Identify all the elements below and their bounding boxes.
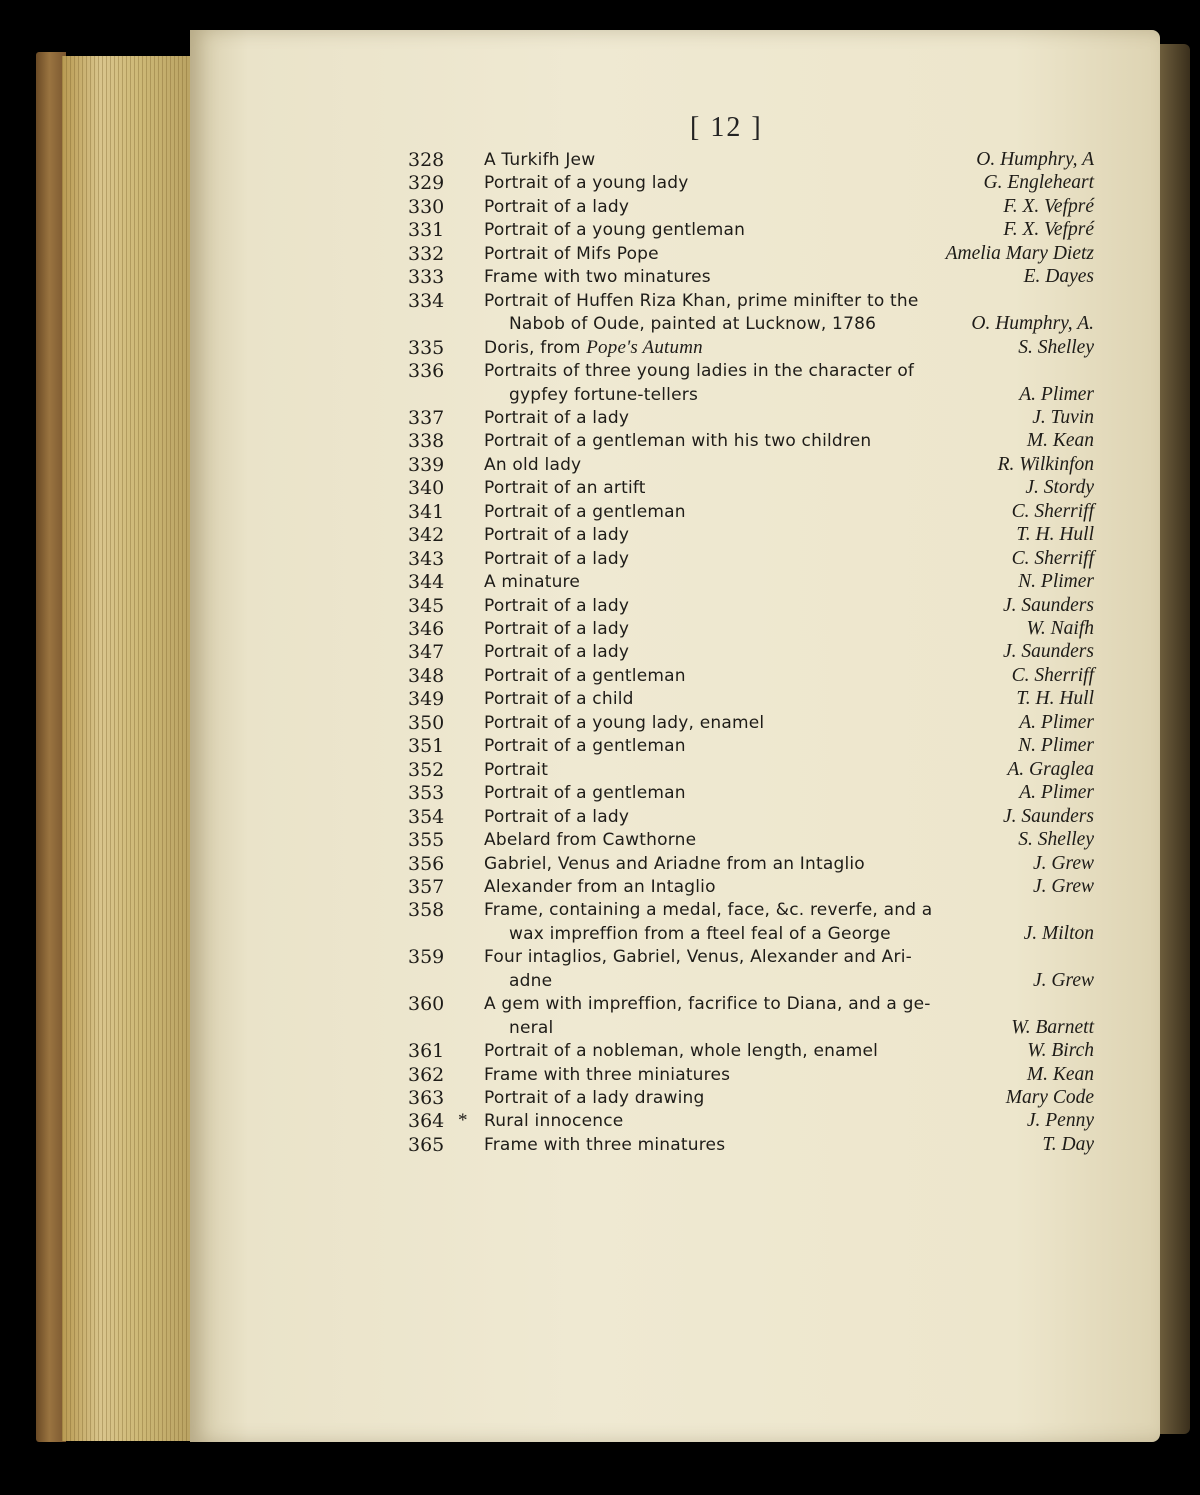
entry-number: 335: [408, 336, 445, 359]
entry-title: [484, 429, 871, 453]
catalogue-entry-line: [0, 406, 1200, 430]
catalogue-entry-line: [0, 500, 1200, 524]
catalogue-entry-line: [0, 1016, 1200, 1040]
entry-title: [484, 781, 686, 805]
entry-title-text: wax impreffion from a fteel feal of a George: [509, 923, 891, 944]
catalogue-entry-line: [0, 312, 1200, 336]
entry-artist: W. Naifh: [1026, 618, 1094, 639]
entry-artist: W. Barnett: [1011, 1016, 1094, 1038]
catalogue-entry-line: [0, 476, 1200, 500]
entry-title: [484, 594, 629, 618]
catalogue-entry-line: [0, 1039, 1200, 1063]
entry-title-italic: Pope's Autumn: [586, 336, 703, 358]
catalogue-entry-line: [0, 711, 1200, 735]
entry-title-text: Portrait of a lady drawing: [484, 1088, 705, 1108]
entry-title: [484, 476, 646, 500]
entry-title: [484, 218, 745, 242]
entry-artist: T. H. Hull: [1016, 524, 1094, 546]
entry-title: [484, 289, 919, 313]
entry-title-text: Portrait of a lady: [484, 525, 630, 546]
catalogue-entry-line: [0, 758, 1200, 782]
entry-number: 355: [408, 829, 445, 852]
entry-artist: O. Humphry, A: [976, 149, 1094, 170]
entry-artist: W. Birch: [1027, 1040, 1094, 1062]
entry-title-text: neral: [509, 1017, 554, 1038]
entry-artist: J. Grew: [1032, 875, 1094, 897]
entry-number: 362: [408, 1063, 445, 1086]
entry-title: [484, 805, 629, 829]
entry-title: [484, 406, 629, 430]
entry-number: 342: [408, 524, 445, 547]
entry-artist: Amelia Mary Dietz: [945, 242, 1094, 264]
entry-title-text: Portrait of a lady: [484, 806, 630, 827]
catalogue-entry-line: [0, 640, 1200, 664]
catalogue-entry-line: [0, 1133, 1200, 1157]
entry-title-text: Portrait of a young lady, enamel: [484, 712, 765, 733]
entry-title: [484, 453, 581, 477]
entry-title-text: Portrait of a gentleman with his two children: [484, 431, 872, 452]
entry-title-text: Rural innocence: [484, 1111, 624, 1132]
entry-title: [509, 1016, 553, 1040]
catalogue-entry-line: [0, 828, 1200, 852]
entry-title-text: Portrait of Mifs Pope: [484, 243, 659, 264]
entry-number: 332: [408, 242, 445, 265]
entry-number: 340: [408, 477, 445, 500]
entry-artist: Mary Code: [1005, 1087, 1094, 1108]
entry-title-text: Portrait of a lady: [484, 642, 630, 663]
entry-artist: E. Dayes: [1023, 266, 1094, 288]
entry-title-text: Portrait of a gentleman: [484, 501, 686, 522]
entry-number: 344: [408, 571, 445, 594]
entry-artist: A. Plimer: [1019, 383, 1094, 405]
entry-title-text: Abelard from Cawthorne: [484, 830, 697, 851]
catalogue-entry-line: [0, 359, 1200, 383]
catalogue-entry-line: [0, 781, 1200, 805]
catalogue-entry-line: [0, 875, 1200, 899]
entry-artist: J. Grew: [1032, 969, 1094, 991]
entry-title: [484, 875, 716, 899]
catalogue-entry-line: [0, 664, 1200, 688]
entry-title: [484, 242, 659, 266]
entry-title: [484, 195, 629, 219]
entry-title-text: adne: [509, 970, 553, 991]
entry-number: 357: [408, 875, 445, 898]
entry-title-text: Portrait of a young gentleman: [484, 220, 746, 241]
catalogue-entry-line: [0, 617, 1200, 641]
entry-title-text: Portrait of a nobleman, whole length, enamel: [484, 1041, 879, 1062]
entry-artist: J. Penny: [1026, 1110, 1094, 1132]
catalogue-entry-line: [0, 289, 1200, 313]
entry-title: [484, 852, 865, 876]
entry-title: [484, 758, 548, 782]
entry-number: 348: [408, 664, 445, 687]
entry-title-text: Portrait of a gentleman: [484, 736, 686, 757]
entry-number: 356: [408, 852, 445, 875]
entry-number: 330: [408, 195, 445, 218]
entry-title: [484, 828, 696, 852]
entry-artist: J. Milton: [1023, 922, 1094, 944]
entry-number: 351: [408, 735, 445, 758]
entry-number: 334: [408, 289, 445, 312]
entry-number: 328: [408, 149, 445, 171]
entry-title-text: An old lady: [484, 454, 582, 475]
entry-title-text: Portrait of a lady: [484, 619, 630, 639]
catalogue-entry-line: [0, 523, 1200, 547]
entry-artist: C. Sherriff: [1011, 547, 1094, 569]
entry-title-text: Frame with three miniatures: [484, 1064, 731, 1085]
catalogue-entry-line: [0, 195, 1200, 219]
entry-number: 345: [408, 594, 445, 617]
entry-artist: J. Tuvin: [1032, 406, 1094, 428]
entry-number: 363: [408, 1087, 445, 1109]
entry-number: 337: [408, 406, 445, 429]
catalogue-entry-line: [0, 969, 1200, 993]
entry-title: [484, 148, 595, 172]
entry-title: [484, 1086, 705, 1110]
entry-artist: M. Kean: [1026, 430, 1094, 452]
entry-title: [484, 1133, 725, 1157]
entry-artist: S. Shelley: [1018, 829, 1094, 851]
catalogue-entry-line: [0, 429, 1200, 453]
entry-title-text: Portrait of a child: [484, 689, 634, 710]
entry-artist: G. Engleheart: [983, 172, 1094, 194]
catalogue-entry-line: [0, 218, 1200, 242]
entry-number: 347: [408, 641, 445, 664]
entry-number: 346: [408, 618, 445, 640]
entry-artist: N. Plimer: [1018, 735, 1094, 757]
entry-title-text: Alexander from an Intaglio: [484, 876, 716, 897]
entry-title-text: Gabriel, Venus and Ariadne from an Intaglio: [484, 853, 865, 874]
entry-title-text: Portrait of an artift: [484, 478, 646, 499]
entry-number: 365: [408, 1133, 445, 1156]
entry-artist: A. Plimer: [1019, 711, 1094, 733]
entry-number: 359: [408, 946, 445, 969]
catalogue-entry-line: [0, 594, 1200, 618]
entry-title: [484, 992, 931, 1016]
catalogue-entry-line: [0, 734, 1200, 758]
entry-title-text: Portraits of three young ladies in the character of: [484, 361, 915, 382]
entry-number: 360: [408, 993, 445, 1016]
entry-title-text: Doris, from: [484, 337, 581, 358]
entry-title-text: Portrait of a young lady: [484, 173, 689, 194]
entry-artist: F. X. Vefpré: [1003, 195, 1094, 217]
entry-title-text: Nabob of Oude, painted at Lucknow, 1786: [509, 314, 877, 335]
catalogue-entry-line: [0, 242, 1200, 266]
catalogue-entry-line: [0, 383, 1200, 407]
catalogue-entry-line: [0, 922, 1200, 946]
entry-artist: S. Shelley: [1018, 336, 1094, 358]
entry-artist: J. Saunders: [1003, 805, 1094, 827]
entry-title-text: Portrait of Huffen Riza Khan, prime minifter to the: [484, 290, 919, 311]
entry-artist: C. Sherriff: [1011, 500, 1094, 522]
entry-title: [509, 922, 891, 946]
entry-number: 354: [408, 805, 445, 828]
entry-title: [484, 711, 764, 735]
catalogue-entry-line: [0, 898, 1200, 922]
entry-title: [484, 945, 912, 969]
entry-number: 364: [408, 1110, 445, 1133]
entry-title: [484, 171, 689, 195]
entry-title: [484, 336, 703, 360]
catalogue-entry-line: [0, 1086, 1200, 1110]
entry-title: [484, 1039, 878, 1063]
entry-title: [509, 312, 876, 336]
catalogue-entry-line: [0, 453, 1200, 477]
catalogue-entry-line: [0, 148, 1200, 172]
entry-title-text: gypfey fortune-tellers: [509, 384, 699, 405]
entry-artist: A. Graglea: [1007, 758, 1094, 780]
entry-number: 358: [408, 899, 445, 922]
catalogue-entry-line: [0, 945, 1200, 969]
entry-artist: T. Day: [1042, 1133, 1094, 1155]
entry-title: [484, 664, 686, 688]
entry-title-text: Four intaglios, Gabriel, Venus, Alexander and Ari-: [484, 947, 912, 968]
entry-artist: J. Saunders: [1003, 594, 1094, 616]
entry-title: [484, 359, 914, 383]
entry-number: 329: [408, 172, 445, 195]
entry-title: [484, 734, 686, 758]
entry-number: 336: [408, 360, 445, 383]
entry-artist: J. Grew: [1032, 852, 1094, 874]
entry-title-text: Portrait of a lady: [484, 595, 630, 616]
entry-artist: F. X. Vefpré: [1003, 219, 1094, 241]
entry-title: [484, 1063, 730, 1087]
entry-artist: A. Plimer: [1019, 782, 1094, 804]
entry-title-text: A Turkifh Jew: [484, 150, 596, 170]
entry-title: [484, 687, 634, 711]
entry-number: 333: [408, 266, 445, 289]
entry-number: 361: [408, 1040, 445, 1063]
entry-artist: J. Saunders: [1003, 641, 1094, 663]
entry-title-text: A gem with impreffion, facrifice to Diana, and a ge-: [484, 994, 931, 1015]
catalogue-entry-line: [0, 852, 1200, 876]
entry-star: *: [458, 1110, 468, 1132]
catalogue-entry-line: [0, 1063, 1200, 1087]
entry-number: 331: [408, 219, 445, 242]
entry-number: 339: [408, 453, 445, 476]
entry-title: [484, 898, 932, 922]
entry-title: [484, 547, 629, 571]
entry-artist: J. Stordy: [1025, 477, 1094, 499]
entry-title-text: Portrait of a gentleman: [484, 665, 686, 686]
entry-number: 338: [408, 430, 445, 453]
entry-title: [484, 1109, 623, 1133]
entry-title-text: Portrait of a lady: [484, 407, 630, 428]
catalogue-entry-line: [0, 1109, 1200, 1133]
entry-title-text: Frame with two minatures: [484, 267, 711, 288]
entry-title: [484, 500, 686, 524]
entry-title-text: A minature: [484, 572, 581, 593]
catalogue-entry-line: [0, 570, 1200, 594]
entry-artist: T. H. Hull: [1016, 688, 1094, 710]
entry-title-text: Portrait of a lady: [484, 196, 630, 217]
entry-title: [484, 640, 629, 664]
entry-artist: N. Plimer: [1018, 571, 1094, 593]
entry-title: [509, 383, 698, 407]
entry-title-text: Frame with three minatures: [484, 1134, 726, 1155]
catalogue-entry-line: [0, 992, 1200, 1016]
entry-title-text: Portrait of a lady: [484, 548, 630, 569]
entry-artist: O. Humphry, A.: [971, 313, 1094, 335]
catalogue-entry-line: [0, 805, 1200, 829]
entry-artist: C. Sherriff: [1011, 664, 1094, 686]
catalogue-entry-line: [0, 265, 1200, 289]
page-number: [ 12 ]: [690, 112, 763, 143]
entry-number: 349: [408, 688, 445, 711]
catalogue-entry-line: [0, 687, 1200, 711]
entry-title: [484, 570, 580, 594]
entry-number: 353: [408, 782, 445, 805]
entry-title: [484, 617, 629, 641]
entry-number: 343: [408, 547, 445, 570]
entry-title: [484, 265, 711, 289]
catalogue-entry-line: [0, 336, 1200, 360]
entry-title-text: Portrait of a gentleman: [484, 783, 686, 804]
entry-title-text: Portrait: [484, 759, 549, 780]
entry-number: 341: [408, 500, 445, 523]
entry-title: [509, 969, 552, 993]
entry-number: 352: [408, 758, 445, 781]
entry-artist: R. Wilkinfon: [997, 453, 1094, 475]
entry-title: [484, 523, 629, 547]
entry-title-text: Frame, containing a medal, face, &c. reverfe, and a: [484, 900, 933, 921]
entry-number: 350: [408, 711, 445, 734]
entry-artist: M. Kean: [1026, 1063, 1094, 1085]
catalogue-entry-line: [0, 547, 1200, 571]
catalogue-entry-line: [0, 171, 1200, 195]
